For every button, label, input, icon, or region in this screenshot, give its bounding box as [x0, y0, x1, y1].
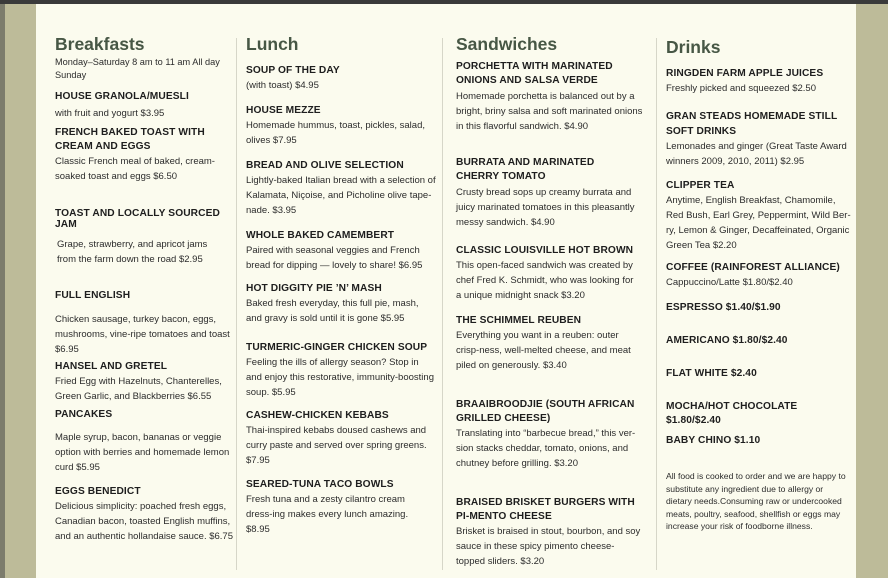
item-name: MOCHA/HOT CHOCOLATE $1.80/$2.40	[666, 401, 798, 426]
item-name: GRAN STEADS HOMEMADE STILL SOFT DRINKS	[666, 111, 838, 137]
menu-item	[666, 109, 851, 169]
column-divider	[236, 38, 237, 570]
item-description: Lemonades and ginger (Great Taste Award winners 2009, 2010, 2011) $2.95	[666, 141, 847, 167]
menu-item	[456, 60, 644, 134]
menu-item	[456, 314, 641, 373]
item-description: Thai-inspired kebabs doused cashews and curry paste and served over spring greens. $7.95	[246, 424, 427, 466]
lunch-heading: Lunch	[246, 34, 299, 54]
item-name: COFFEE (RAINFOREST ALLIANCE)	[666, 262, 840, 273]
item-name: TURMERIC-GINGER CHICKEN SOUP	[246, 342, 428, 353]
menu-item	[666, 334, 851, 348]
menu-item	[666, 179, 851, 253]
menu-item	[246, 104, 428, 148]
allergy-notice: All food is cooked to order and we are happy to substitute any ingredient due to allergy or dietary needs.Consuming raw or undercooked meats, poultry, seafood, shellfish or eggs may increase your risk of foodborne illness.	[666, 471, 846, 532]
item-name: EGGS BENEDICT	[55, 486, 141, 497]
item-description: Brisket is braised in stout, bourbon, and soy sauce in these spicy pimento cheese-topped sliders. $3.20	[456, 526, 641, 567]
item-name: FULL ENGLISH	[55, 290, 131, 301]
item-name: SOUP OF THE DAY	[246, 65, 340, 76]
item-description: Crusty bread sops up creamy burrata and juicy marinated tomatoes in this pleasantly messy sandwich. $4.90	[456, 187, 635, 228]
item-name: THE SCHIMMEL REUBEN	[456, 315, 582, 326]
item-description: Chicken sausage, turkey bacon, eggs, mushrooms, vine-ripe tomatoes and toast $6.95	[55, 313, 230, 355]
menu-page	[36, 4, 856, 578]
item-name: BURRATA AND MARINATED CHERRY TOMATO	[456, 157, 595, 182]
menu-item	[246, 229, 431, 273]
item-name: FLAT WHITE $2.40	[666, 368, 757, 379]
right-margin-strip	[856, 4, 888, 578]
menu-item	[456, 156, 636, 230]
item-description: (with toast) $4.95	[246, 79, 319, 91]
item-name: PANCAKES	[55, 409, 113, 420]
item-description: Delicious simplicity: poached fresh eggs, Canadian bacon, toasted English muffins, and an authentic hollandaise sauce. $6.75	[55, 500, 233, 542]
breakfasts-column	[55, 34, 235, 542]
menu-item	[55, 289, 230, 357]
menu-item	[246, 282, 434, 326]
menu-item	[666, 434, 851, 448]
item-description: Cappuccino/Latte $1.80/$2.40	[666, 276, 793, 288]
item-name: BREAD AND OLIVE SELECTION	[246, 160, 404, 171]
column-divider	[656, 38, 657, 570]
item-description: Fresh tuna and a zesty cilantro cream dress-ing makes every lunch amazing. $8.95	[246, 493, 409, 535]
menu-item	[456, 496, 641, 569]
menu-item	[246, 159, 436, 218]
menu-item	[666, 301, 851, 315]
menu-item	[55, 485, 235, 544]
menu-item	[55, 126, 220, 184]
item-name: CASHEW-CHICKEN KEBABS	[246, 410, 389, 421]
item-name: CLASSIC LOUISVILLE HOT BROWN	[456, 245, 634, 256]
item-description: Maple syrup, bacon, bananas or veggie option with berries and homemade lemon curd $5.95	[55, 431, 230, 473]
item-description: Everything you want in a reuben: outer crisp-ness, well-melted cheese, and meat piled on generously. $3.40	[456, 329, 631, 371]
item-name: PORCHETTA WITH MARINATED ONIONS AND SALSA VERDE	[456, 61, 613, 86]
menu-item	[55, 408, 230, 475]
menu-item	[456, 398, 636, 471]
item-name: HANSEL AND GRETEL	[55, 361, 168, 372]
item-name: HOT DIGGITY PIE ’N’ MASH	[246, 283, 382, 294]
sandwiches-column	[456, 34, 646, 567]
item-description: Classic French meal of baked, cream-soaked toast and eggs $6.50	[55, 156, 215, 182]
item-name: HOUSE MEZZE	[246, 105, 321, 116]
item-description: Fried Egg with Hazelnuts, Chanterelles, Green Garlic, and Blackberries $6.55	[55, 375, 222, 402]
menu-item	[666, 367, 851, 381]
item-description: Lightly-baked Italian bread with a selection of Kalamata, Niçoise, and Picholine olive tape-nade. $3.95	[246, 174, 436, 216]
menu-item	[55, 209, 220, 267]
menu-item	[55, 90, 230, 121]
item-description: with fruit and yogurt $3.95	[55, 107, 165, 119]
item-description: Grape, strawberry, and apricot jams from the farm down the road $2.95	[57, 239, 208, 265]
item-description: Homemade porchetta is balanced out by a bright, briny salsa and soft marinated onions in this flavorful sandwich. $4.90	[456, 91, 643, 132]
menu-item	[246, 478, 431, 537]
item-description: Freshly picked and squeezed $2.50	[666, 82, 816, 94]
item-description: Anytime, English Breakfast, Chamomile, Red Bush, Earl Grey, Peppermint, Wild Ber-ry, Lemon & Ginger, Decaffeinated, Organic Green Tea $2.20	[666, 194, 851, 251]
drinks-heading: Drinks	[666, 37, 721, 57]
menu-item	[246, 341, 434, 400]
item-name: AMERICANO $1.80/$2.40	[666, 335, 788, 346]
item-description: Homemade hummus, toast, pickles, salad, olives $7.95	[246, 119, 425, 146]
left-margin-strip	[5, 4, 36, 578]
item-name: FRENCH BAKED TOAST WITH CREAM AND EGGS	[55, 127, 205, 152]
item-name: ESPRESSO $1.40/$1.90	[666, 302, 781, 313]
item-name: WHOLE BAKED CAMEMBERT	[246, 230, 395, 241]
breakfast-hours: Monday–Saturday 8 am to 11 am All day Sunday	[55, 57, 220, 80]
item-description: Feeling the ills of allergy season? Stop in and enjoy this restorative, immunity-boosting soup. $5.95	[246, 356, 434, 398]
item-name: SEARED-TUNA TACO BOWLS	[246, 479, 394, 490]
menu-item	[246, 409, 431, 468]
item-description: Baked fresh everyday, this full pie, mash, and gravy is sold until it is gone $5.95	[246, 297, 419, 324]
item-name: TOAST AND LOCALLY SOURCED JAM	[55, 208, 220, 230]
item-name: BRAAIBROODJIE (SOUTH AFRICAN GRILLED CHEESE)	[456, 399, 635, 424]
menu-item	[55, 360, 230, 404]
item-name: RINGDEN FARM APPLE JUICES	[666, 68, 824, 79]
menu-item	[666, 67, 851, 96]
item-description: This open-faced sandwich was created by chef Fred K. Schmidt, who was looking for a unique midnight snack $3.20	[456, 259, 634, 301]
drinks-column	[666, 34, 851, 532]
item-name: CLIPPER TEA	[666, 180, 735, 191]
sandwiches-heading: Sandwiches	[456, 34, 558, 54]
menu-item	[666, 400, 851, 427]
menu-item	[246, 64, 434, 93]
item-name: HOUSE GRANOLA/MUESLI	[55, 91, 189, 102]
item-description: Paired with seasonal veggies and French bread for dipping — lovely to share! $6.95	[246, 244, 423, 271]
menu-item	[666, 261, 851, 290]
menu-item	[456, 244, 641, 303]
lunch-column	[246, 34, 436, 535]
item-description: Translating into “barbecue bread,” this ver-sion stacks cheddar, tomato, onions, and chutney before grilling. $3.20	[456, 428, 636, 469]
item-name: BRAISED BRISKET BURGERS WITH PI-MENTO CHEESE	[456, 497, 635, 522]
column-divider	[442, 38, 443, 570]
item-name: BABY CHINO $1.10	[666, 435, 761, 446]
breakfasts-heading: Breakfasts	[55, 34, 145, 54]
